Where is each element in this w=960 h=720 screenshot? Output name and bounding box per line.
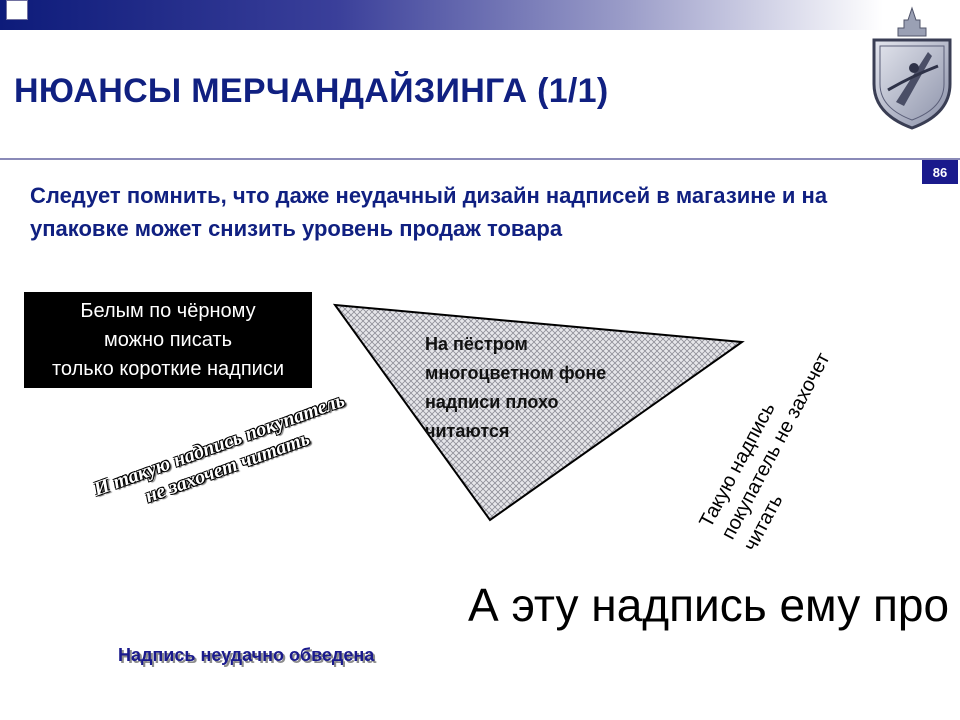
slide-subtitle: Следует помнить, что даже неудачный дизайн надписей в магазине и на упаковке может снизить уровень продаж товара [30,183,828,241]
white-on-black-text: Белым по чёрному можно писать только короткие надписи [51,299,285,380]
white-on-black-example [24,292,312,388]
italic-outlined-text: И такую надпись покупатель не захочет читать [90,389,348,508]
corner-square [6,0,28,20]
university-crest-icon [866,6,958,132]
page-number: 86 [922,160,958,184]
slide-title: НЮАНСЫ МЕРЧАНДАЙЗИНГА (1/1) [14,72,609,110]
title-divider [0,158,960,160]
top-gradient-bar [0,0,960,30]
shadow-outlined-text: Надпись неудачно обведена [118,645,375,665]
triangle-text: На пёстром многоцветном фоне надписи плохо читаются [425,334,607,441]
large-overflow-text: А эту надпись ему про [468,579,950,631]
rotated-text: Такую надпись покупатель не захочет читать [695,349,835,555]
